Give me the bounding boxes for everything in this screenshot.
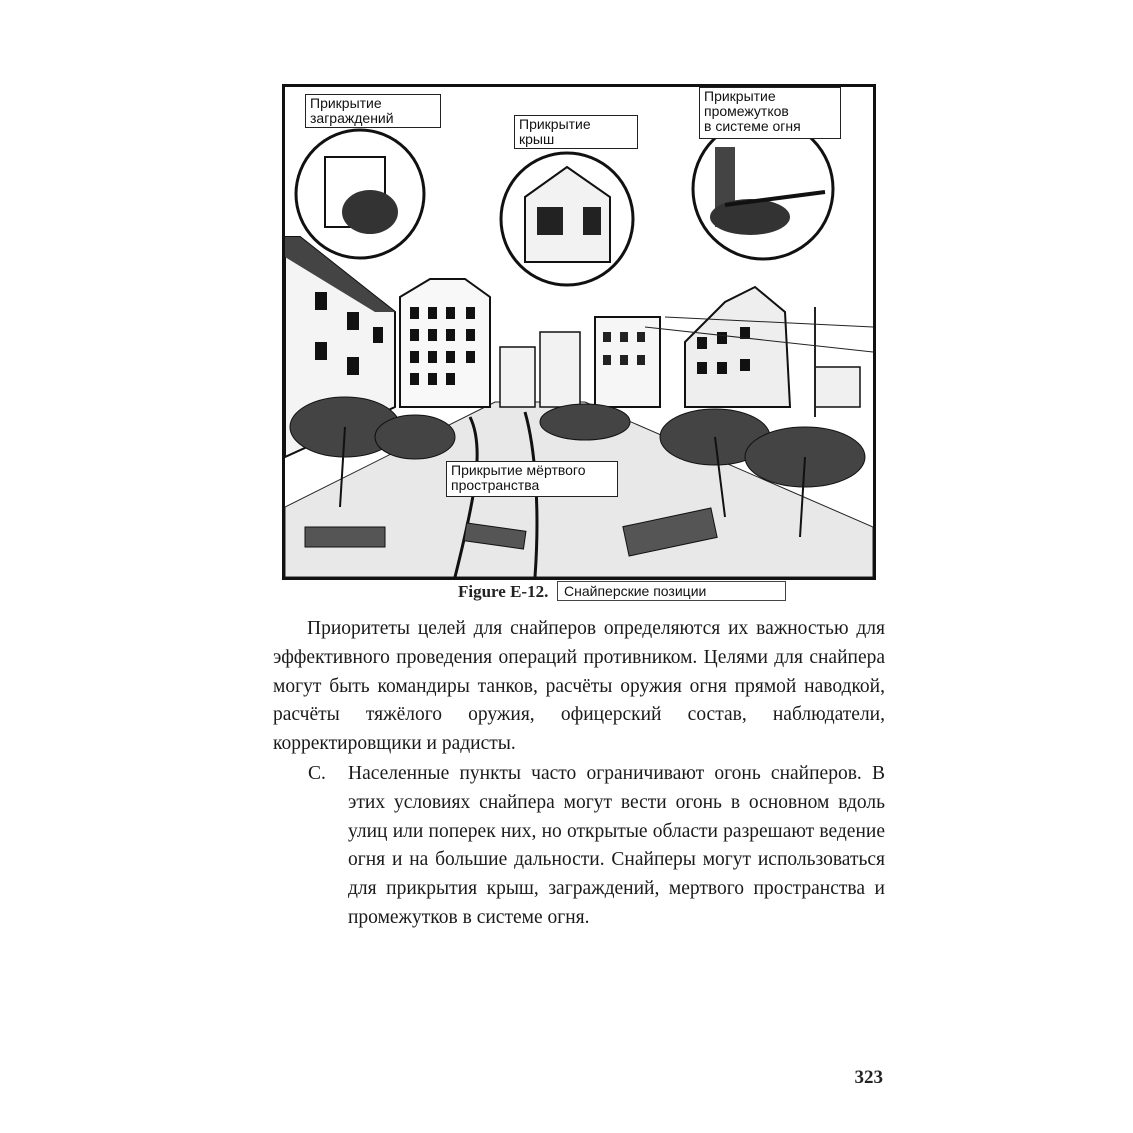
callout-gaps: Прикрытие промежутков в системе огня bbox=[699, 87, 841, 139]
list-item-c-text: Населенные пункты часто ограничивают огонь снайперов. В этих условиях снайпера могут вести огонь в основном вдоль улиц или поперек них, но открытые области разрешают ведение огня и на большие дальности. Снайперы могут использоваться для прикрытия крыш, заграждений, мертвого пространства и промежутков в системе огня. bbox=[348, 763, 885, 928]
street-scene-drawing bbox=[285, 87, 873, 577]
figure-caption-number: Figure E-12. bbox=[458, 582, 549, 601]
paragraph-target-priorities: Приоритеты целей для снайперов определяются их важностью для эффективного проведения операций противником. Целями для снайпера могут быть командиры танков, расчёты оружия огня прямой наводкой, расчёты тяжёлого оружия, офицерский состав, наблюдатели, корректировщики и радисты. bbox=[273, 618, 885, 755]
callout-obstacles: Прикрытие заграждений bbox=[305, 94, 441, 128]
callout-dead-space: Прикрытие мёртвого пространства bbox=[446, 461, 618, 497]
page-number: 323 bbox=[854, 1067, 883, 1088]
figure-caption-text: Снайперские позиции bbox=[557, 581, 786, 601]
list-item-label: C. bbox=[308, 763, 326, 784]
figure-illustration bbox=[282, 84, 876, 580]
callout-roofs: Прикрытие крыш bbox=[514, 115, 638, 149]
